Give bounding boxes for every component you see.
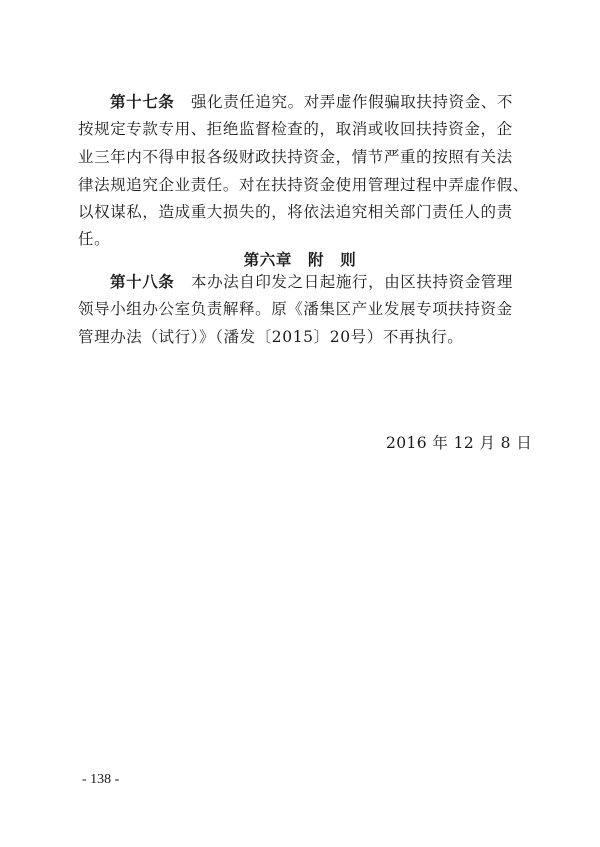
article-17-text-4: 律法规追究企业责任。对在扶持资金使用管理过程中弄虚作假、 <box>78 176 529 194</box>
article-17-text-5: 以权谋私，造成重大损失的，将依法追究相关部门责任人的责 <box>78 203 513 221</box>
article-17-text-2: 按规定专款专用、拒绝监督检查的，取消或收回扶持资金，企 <box>78 120 513 138</box>
document-date: 2016 年 12 月 8 日 <box>386 434 533 452</box>
article-17-text-3: 业三年内不得申报各级财政扶持资金，情节严重的按照有关法 <box>78 148 513 166</box>
article-17-text-6: 任。 <box>78 230 111 248</box>
page-number: - 138 - <box>82 772 120 787</box>
article-17-first-line <box>110 95 513 111</box>
chapter-6-heading: 第六章 附 则 <box>243 251 357 269</box>
article-18-text-1: 本办法自印发之日起施行，由区扶持资金管理 <box>191 273 514 291</box>
article-17-title: 第十七条 <box>110 93 175 111</box>
article-18-text-3: 管理办法（试行）》（潘发〔2015〕20号）不再执行。 <box>78 328 464 346</box>
article-18-text-2: 领导小组办公室负责解释。原《潘集区产业发展专项扶持资金 <box>78 300 513 318</box>
article-18-title: 第十八条 <box>110 273 175 291</box>
article-18-first-line <box>110 275 513 291</box>
article-17-text-1: 强化责任追究。对弄虚作假骗取扶持资金、不 <box>191 93 514 111</box>
